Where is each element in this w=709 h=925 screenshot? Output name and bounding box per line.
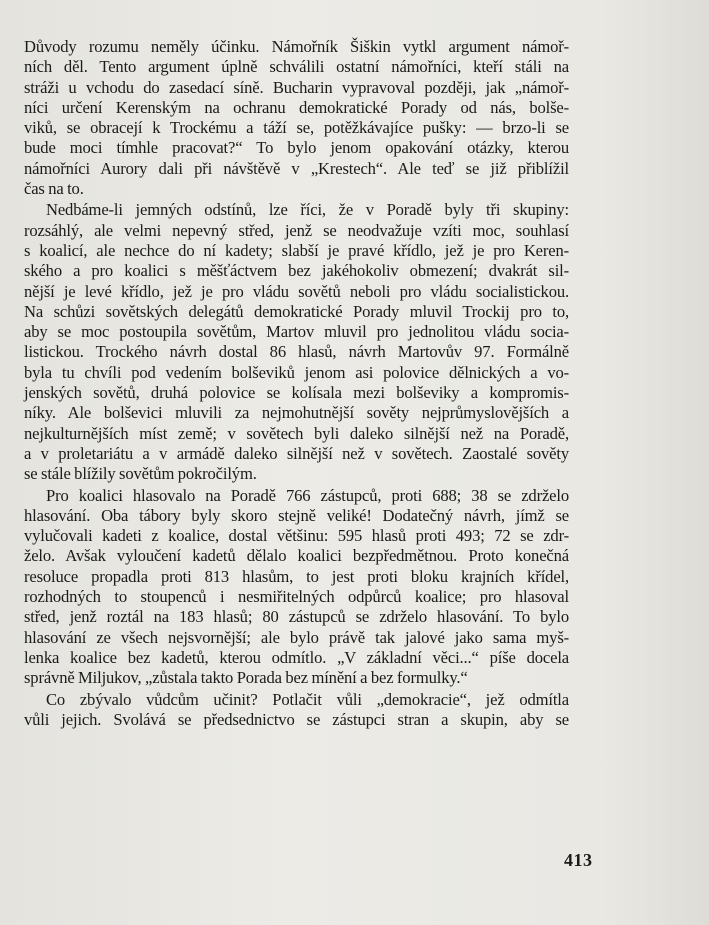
text-line: vylučovali kadeti z koalice, dostal většinu: 595 hlasů proti 493; 72 se zdr-: [24, 526, 569, 546]
text-line: námořníci Aurory dali při návštěvě v „Krestech“. Ale teď se již přiblížil: [24, 158, 569, 178]
text-line: střed, jenž roztál na 183 hlasů; 80 zástupců se zdrželo hlasování. To bylo: [24, 607, 569, 627]
text-line: bude moci tímhle pracovat?“ To bylo jenom opakování otázky, kterou: [24, 138, 569, 158]
text-line: a v proletariátu a v armádě daleko silnější než v sovětech. Zaostalé sověty: [24, 443, 569, 463]
page-number: 413: [564, 850, 593, 870]
text-line: Co zbývalo vůdcům učinit? Potlačit vůli „demokracie“, jež odmítla: [46, 689, 569, 709]
text-line: ních děl. Tento argument úplně schválili ostatní námořníci, kteří stáli na: [24, 57, 569, 77]
text-line: vůli jejich. Svolává se předsednictvo se zástupci stran a skupin, aby se: [24, 709, 569, 729]
text-line: níci určení Kerenským na ochranu demokratické Porady od nás, bolše-: [24, 97, 569, 117]
text-line: hlasování. Oba tábory byly skoro stejně veliké! Dodatečný návrh, jímž se: [24, 505, 569, 525]
text-line: rozsáhlý, ale velmi nepevný střed, jenž se neodvažuje vzíti moc, souhlasí: [24, 220, 569, 240]
text-line: rozhodných to stoupenců i nesmiřitelných odpůrců koalice; pro hlasoval: [24, 587, 569, 607]
text-line: hlasování ze všech nejsvornější; ale bylo právě tak jalové jako sama myš-: [24, 627, 569, 647]
text-line: Na schůzi sovětských delegátů demokratické Porady mluvil Trockij pro to,: [24, 301, 569, 321]
text-line: se stále blížily sovětům pokročilým.: [24, 464, 257, 484]
paragraph: [24, 486, 569, 689]
text-line: níky. Ale bolševici mluvili za nejmohutnější sověty nejprůmyslovějších a: [24, 403, 569, 423]
text-line: správně Miljukov, „zůstala takto Porada bez mínění a bez formulky.“: [24, 668, 468, 688]
text-line: stráži u vchodu do zasedací síně. Bucharin vypravoval později, jak „námoř-: [24, 77, 569, 97]
paragraph: [24, 37, 569, 199]
body-text: [24, 37, 569, 730]
text-line: jenských sovětů, druhá polovice se kolísala mezi bolševiky a kompromis-: [24, 383, 569, 403]
text-line: byla tu chvíli pod vedením bolševiků jenom asi polovice dělnických a vo-: [24, 362, 569, 382]
text-line: aby se moc postoupila sovětům, Martov mluvil pro jednolitou vládu socia-: [24, 322, 569, 342]
text-line: Důvody rozumu neměly účinku. Námořník Šiškin vytkl argument námoř-: [24, 37, 569, 56]
text-line: Pro koalici hlasovalo na Poradě 766 zástupců, proti 688; 38 se zdrželo: [46, 485, 569, 505]
text-line: čas na to.: [24, 179, 84, 199]
paragraph: [24, 200, 569, 484]
text-line: ského a pro koalici s měšťáctvem bez jakéhokoliv obmezení; dvakrát sil-: [24, 261, 569, 281]
text-line: listickou. Trockého návrh dostal 86 hlasů, návrh Martovův 97. Formálně: [24, 342, 569, 362]
text-line: nejkulturnějších míst země; v sovětech byli daleko silnější než na Poradě,: [24, 423, 569, 443]
paragraph: [24, 690, 569, 731]
text-line: lenka koalice bez kadetů, kterou odmítlo. „V základní věci...“ píše docela: [24, 647, 569, 667]
text-line: viků, se obracejí k Trockému a táží se, potěžkávajíce pušky: — brzo-li se: [24, 118, 569, 138]
text-line: želo. Avšak vyloučení kadetů dělalo koalici bezpředmětnou. Proto konečná: [24, 546, 569, 566]
text-line: Nedbáme-li jemných odstínů, lze říci, že v Poradě byly tři skupiny:: [46, 200, 569, 220]
text-line: s koalicí, ale nechce do ní kadety; slabší je pravé křídlo, jež je pro Keren-: [24, 240, 569, 260]
text-line: resoluce propadla proti 813 hlasům, to jest proti bloku krajních křídel,: [24, 566, 569, 586]
text-line: nější je levé křídlo, jež je pro vládu sovětů neboli pro vládu socialistickou.: [24, 281, 569, 301]
